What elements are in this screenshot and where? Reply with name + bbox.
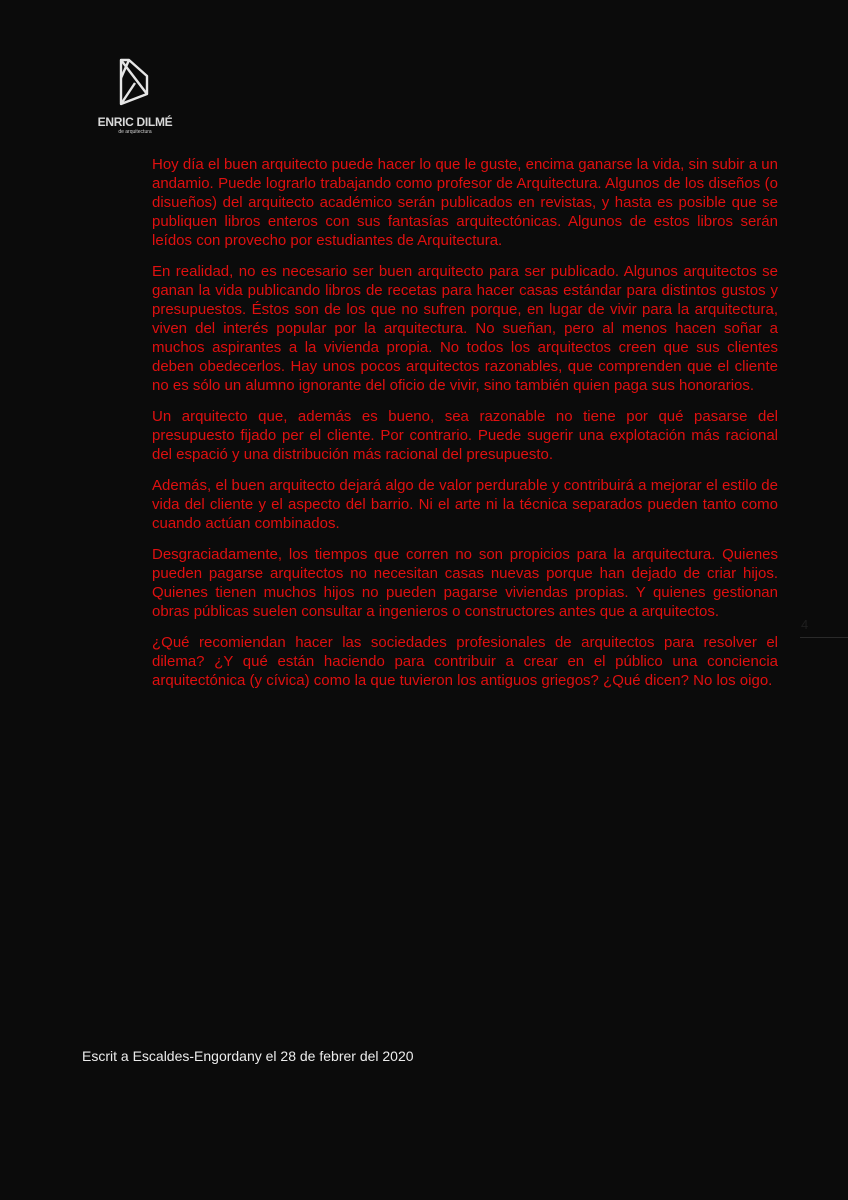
logo-mark-icon — [115, 56, 155, 108]
brand-name: ENRIC DILMÉ — [97, 115, 173, 129]
page-number: 4 — [801, 617, 809, 632]
signature-line: Escrit a Escaldes-Engordany el 28 de febrer del 2020 — [82, 1048, 414, 1064]
paragraph: ¿Qué recomiendan hacer las sociedades profesionales de arquitectos para resolver el dilema? ¿Y qué están haciendo para contribuir a crear en el público una conciencia arquitectónica (y cívica) como la que tuvieron los antiguos griegos? ¿Qué dicen? No los oigo. — [152, 634, 778, 689]
paragraph: Desgraciadamente, los tiempos que corren no son propicios para la arquitectura. Quienes pueden pagarse arquitectos no necesitan casas nuevas porque han dejado de criar hijos. Quienes tienen muchos hijos no pueden pagarse viviendas propias. Y quienes gestionan obras públicas suelen consultar a ingenieros o constructores antes que a arquitectos. — [152, 546, 778, 620]
paragraph: En realidad, no es necesario ser buen arquitecto para ser publicado. Algunos arquitectos se ganan la vida publicando libros de recetas para hacer casas estándar para distintos gustos y presupuestos. Éstos son de los que no sufren porque, en lugar de vivir para la arquitectura, viven del interés popular por la arquitectura. No sueñan, pero al menos hacen soñar a muchos aspirantes a la vivienda propia. No todos los arquitectos creen que sus clientes deben obedecerlos. Hay unos pocos arquitectos razonables, que comprenden que el cliente no es sólo un alumno ignorante del oficio de vivir, sino también quien paga sus honorarios. — [152, 263, 778, 394]
paragraph: Un arquitecto que, además es bueno, sea razonable no tiene por qué pasarse del presupuesto fijado per el cliente. Por contrario. Puede sugerir una explotación más racional del espació y una distribución más racional del presupuesto. — [152, 408, 778, 463]
paragraph: Además, el buen arquitecto dejará algo de valor perdurable y contribuirá a mejorar el estilo de vida del cliente y el aspecto del barrio. Ni el arte ni la técnica separados pueden tanto como cuando actúan combinados. — [152, 477, 778, 532]
article-body — [152, 155, 778, 702]
brand-logo — [95, 56, 175, 135]
paragraph: Hoy día el buen arquitecto puede hacer lo que le guste, encima ganarse la vida, sin subir a un andamio. Puede lograrlo trabajando como profesor de Arquitectura. Algunos de los diseños (o disueños) del arquitecto académico serán publicados en revistas, y hasta es posible que se publiquen libros enteros con sus fantasías arquitectónicas. Algunos de estos libros serán leídos con provecho por estudiantes de Arquitectura. — [152, 156, 778, 249]
page-number-divider — [800, 637, 848, 638]
brand-subtitle: de arquitectura — [118, 129, 152, 135]
